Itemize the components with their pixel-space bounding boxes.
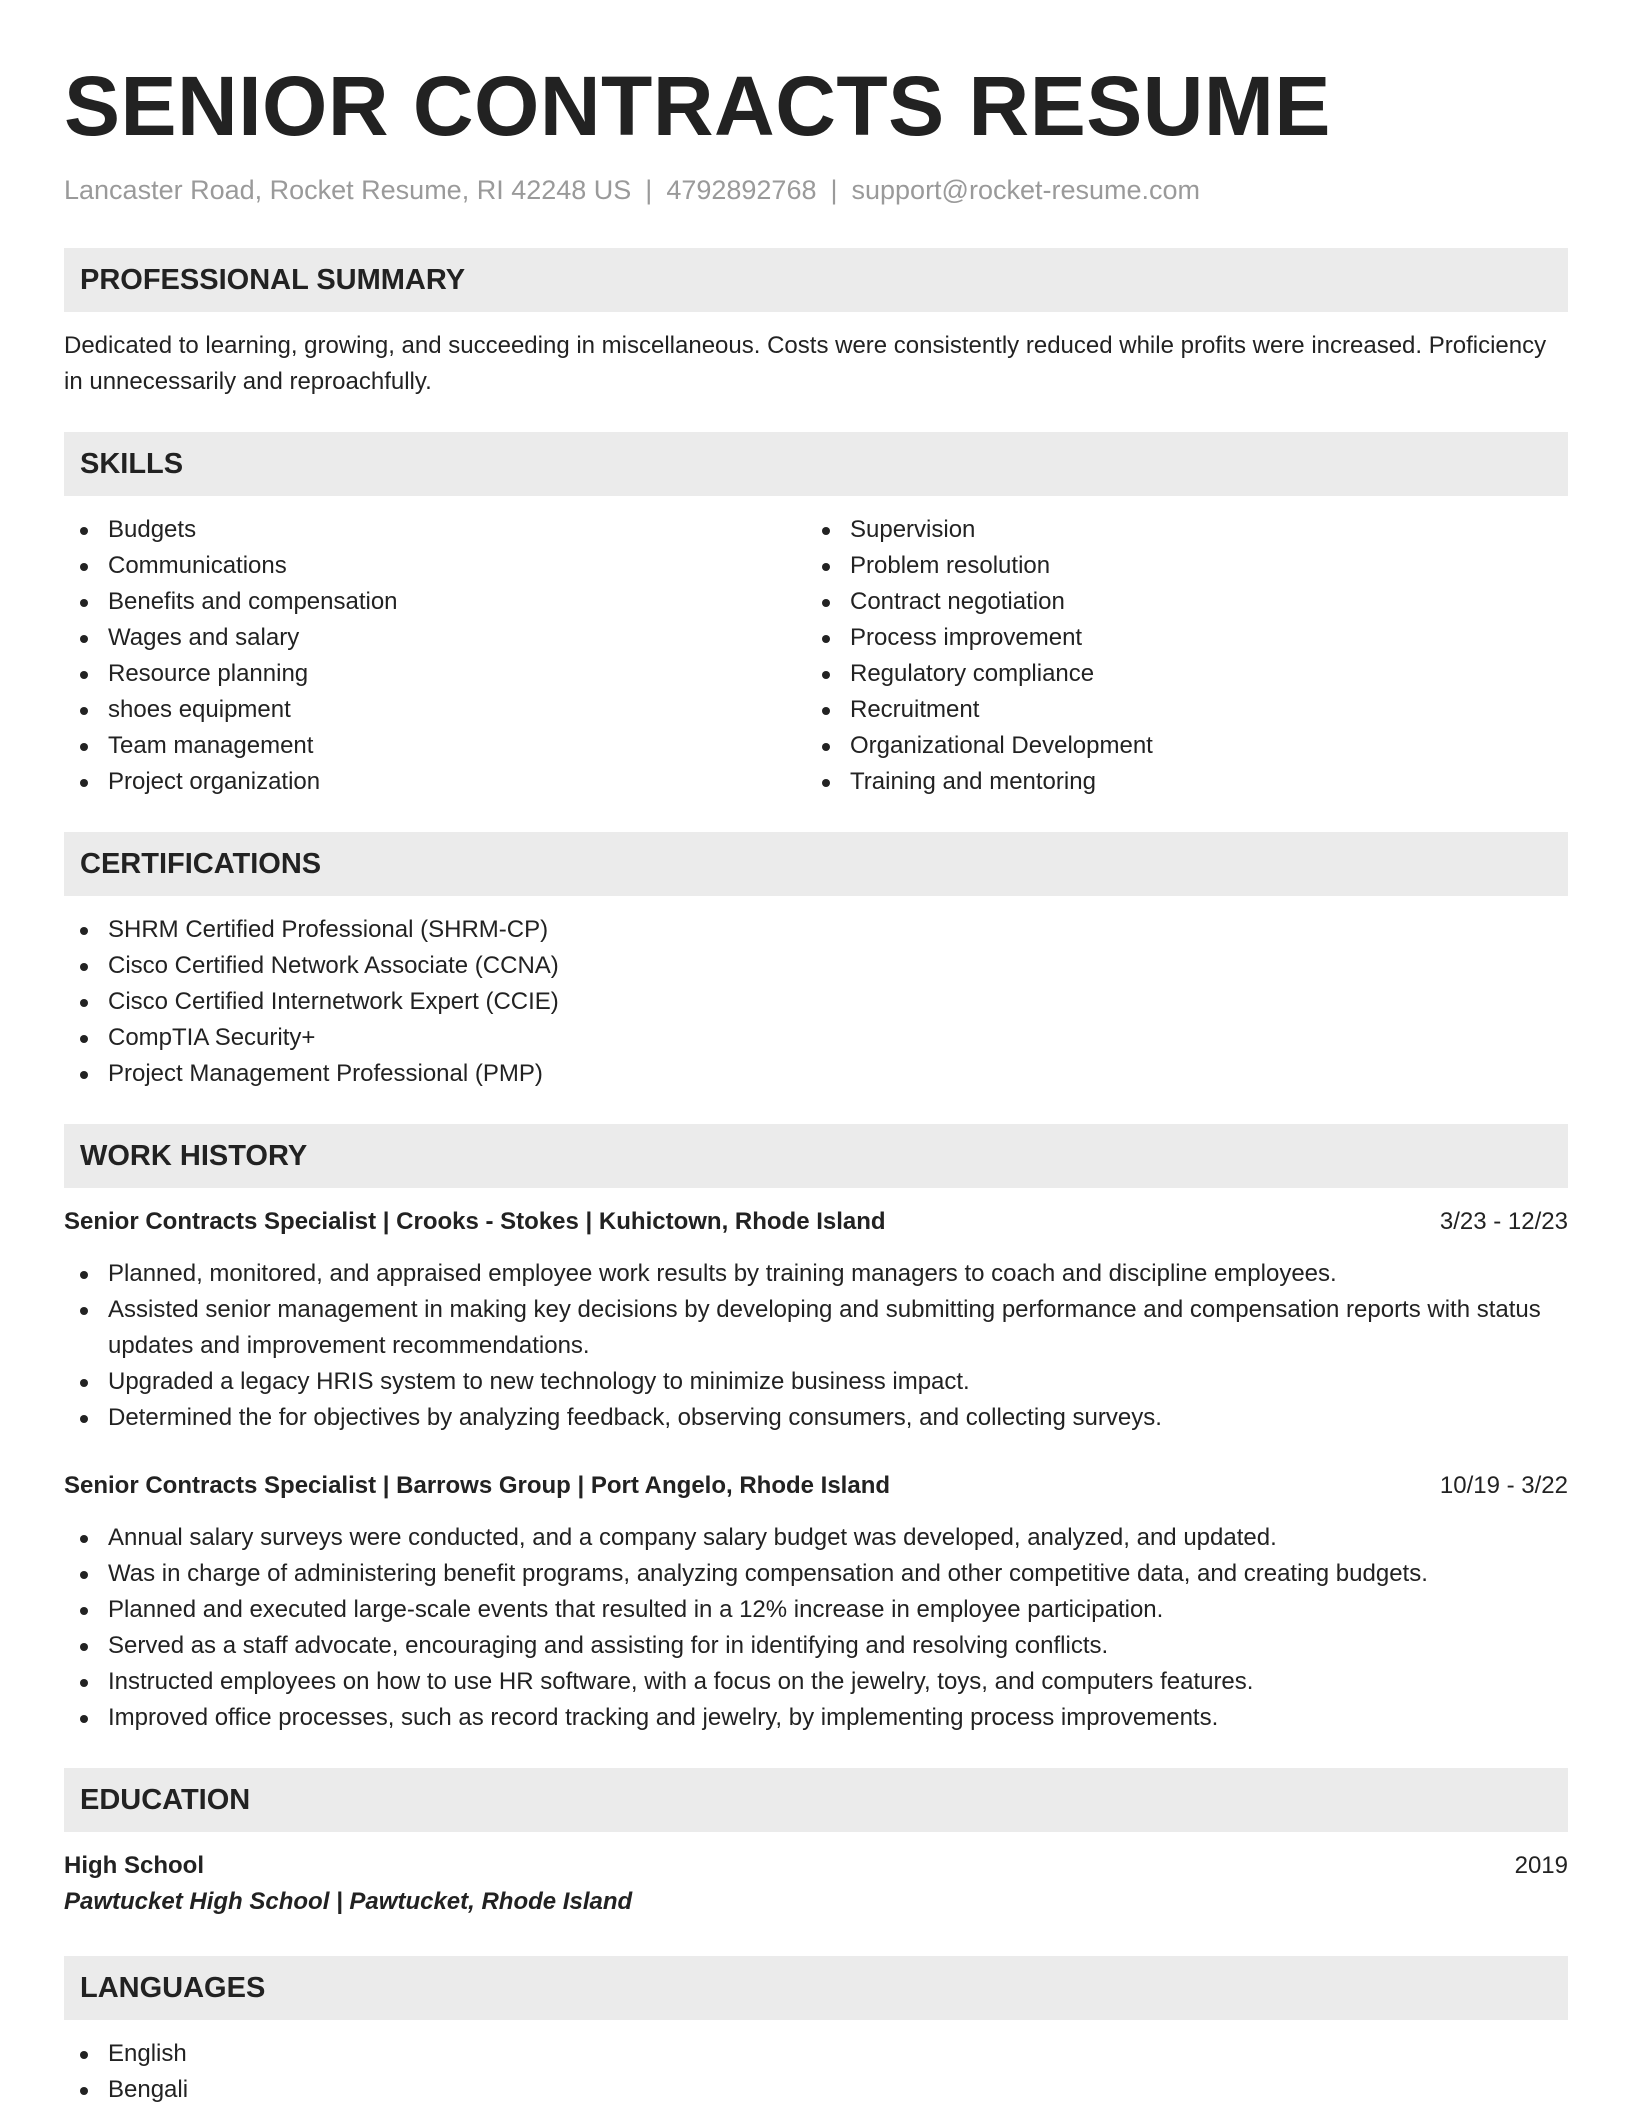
certification-item: Cisco Certified Network Associate (CCNA) — [64, 948, 1568, 984]
skill-item: Problem resolution — [806, 548, 1548, 584]
skills-list — [64, 512, 1568, 800]
education-entry — [64, 1848, 1568, 1920]
certification-item: CompTIA Security+ — [64, 1020, 1568, 1056]
contact-separator: | — [645, 175, 653, 205]
job-bullet: Planned, monitored, and appraised employee work results by training managers to coach and discipline employees. — [64, 1256, 1568, 1292]
job-header — [64, 1468, 1568, 1504]
section-heading-summary: PROFESSIONAL SUMMARY — [64, 248, 1568, 312]
section-heading-skills: SKILLS — [64, 432, 1568, 496]
section-heading-certifications: CERTIFICATIONS — [64, 832, 1568, 896]
skill-item: Regulatory compliance — [806, 656, 1548, 692]
language-item: English — [64, 2036, 1568, 2072]
skill-item: Process improvement — [806, 620, 1548, 656]
contact-separator: | — [830, 175, 838, 205]
job-bullet: Assisted senior management in making key decisions by developing and submitting performance and compensation reports with status updates and improvement recommendations. — [64, 1292, 1568, 1364]
skill-item: Budgets — [64, 512, 806, 548]
section-heading-education: EDUCATION — [64, 1768, 1568, 1832]
skill-item: Benefits and compensation — [64, 584, 806, 620]
contact-address: Lancaster Road, Rocket Resume, RI 42248 US — [64, 175, 632, 205]
skills-column-left — [64, 512, 806, 800]
job-bullet: Improved office processes, such as record tracking and jewelry, by implementing process improvements. — [64, 1700, 1568, 1736]
job-header — [64, 1204, 1568, 1240]
job-title: Senior Contracts Specialist | Barrows Group | Port Angelo, Rhode Island — [64, 1472, 891, 1499]
skill-item: Contract negotiation — [806, 584, 1548, 620]
certification-item: SHRM Certified Professional (SHRM-CP) — [64, 912, 1568, 948]
job-bullet: Planned and executed large-scale events that resulted in a 12% increase in employee participation. — [64, 1592, 1568, 1628]
resume-page — [64, 0, 1568, 2108]
job-entry — [64, 1204, 1568, 1436]
languages-list — [64, 2036, 1568, 2108]
job-title: Senior Contracts Specialist | Crooks - Stokes | Kuhictown, Rhode Island — [64, 1208, 886, 1235]
skill-item: shoes equipment — [64, 692, 806, 728]
certifications-list — [64, 912, 1568, 1092]
job-bullet: Upgraded a legacy HRIS system to new technology to minimize business impact. — [64, 1364, 1568, 1400]
skill-item: Supervision — [806, 512, 1548, 548]
skill-item: Communications — [64, 548, 806, 584]
skill-item: Recruitment — [806, 692, 1548, 728]
job-bullet: Determined the for objectives by analyzing feedback, observing consumers, and collecting surveys. — [64, 1400, 1568, 1436]
job-bullet: Served as a staff advocate, encouraging and assisting for in identifying and resolving conflicts. — [64, 1628, 1568, 1664]
skills-column-right — [806, 512, 1548, 800]
education-school: Pawtucket High School | Pawtucket, Rhode Island — [64, 1888, 633, 1915]
skill-item: Wages and salary — [64, 620, 806, 656]
job-bullet: Annual salary surveys were conducted, and a company salary budget was developed, analyzed, and updated. — [64, 1520, 1568, 1556]
skill-item: Organizational Development — [806, 728, 1548, 764]
language-item: Bengali — [64, 2072, 1568, 2108]
job-bullets — [64, 1520, 1568, 1736]
education-year: 2019 — [1514, 1852, 1568, 1879]
skill-item: Resource planning — [64, 656, 806, 692]
contact-line — [64, 172, 1568, 208]
job-entry — [64, 1468, 1568, 1736]
skill-item: Project organization — [64, 764, 806, 800]
skill-item: Training and mentoring — [806, 764, 1548, 800]
certification-item: Cisco Certified Internetwork Expert (CCIE) — [64, 984, 1568, 1020]
certification-item: Project Management Professional (PMP) — [64, 1056, 1568, 1092]
job-bullet: Instructed employees on how to use HR software, with a focus on the jewelry, toys, and computers features. — [64, 1664, 1568, 1700]
section-heading-work-history: WORK HISTORY — [64, 1124, 1568, 1188]
section-heading-languages: LANGUAGES — [64, 1956, 1568, 2020]
education-header — [64, 1848, 1568, 1884]
job-dates: 3/23 - 12/23 — [1439, 1208, 1568, 1235]
education-degree: High School — [64, 1852, 204, 1879]
resume-name: SENIOR CONTRACTS RESUME — [64, 59, 1331, 153]
contact-email: support@rocket-resume.com — [851, 175, 1201, 205]
summary-text: Dedicated to learning, growing, and succeeding in miscellaneous. Costs were consistently reduced while profits were increased. Proficiency in unnecessarily and reproachfully. — [64, 332, 1547, 395]
contact-phone: 4792892768 — [666, 175, 817, 205]
job-bullet: Was in charge of administering benefit programs, analyzing compensation and other competitive data, and creating budgets. — [64, 1556, 1568, 1592]
job-dates: 10/19 - 3/22 — [1439, 1472, 1568, 1499]
skill-item: Team management — [64, 728, 806, 764]
job-bullets — [64, 1256, 1568, 1436]
